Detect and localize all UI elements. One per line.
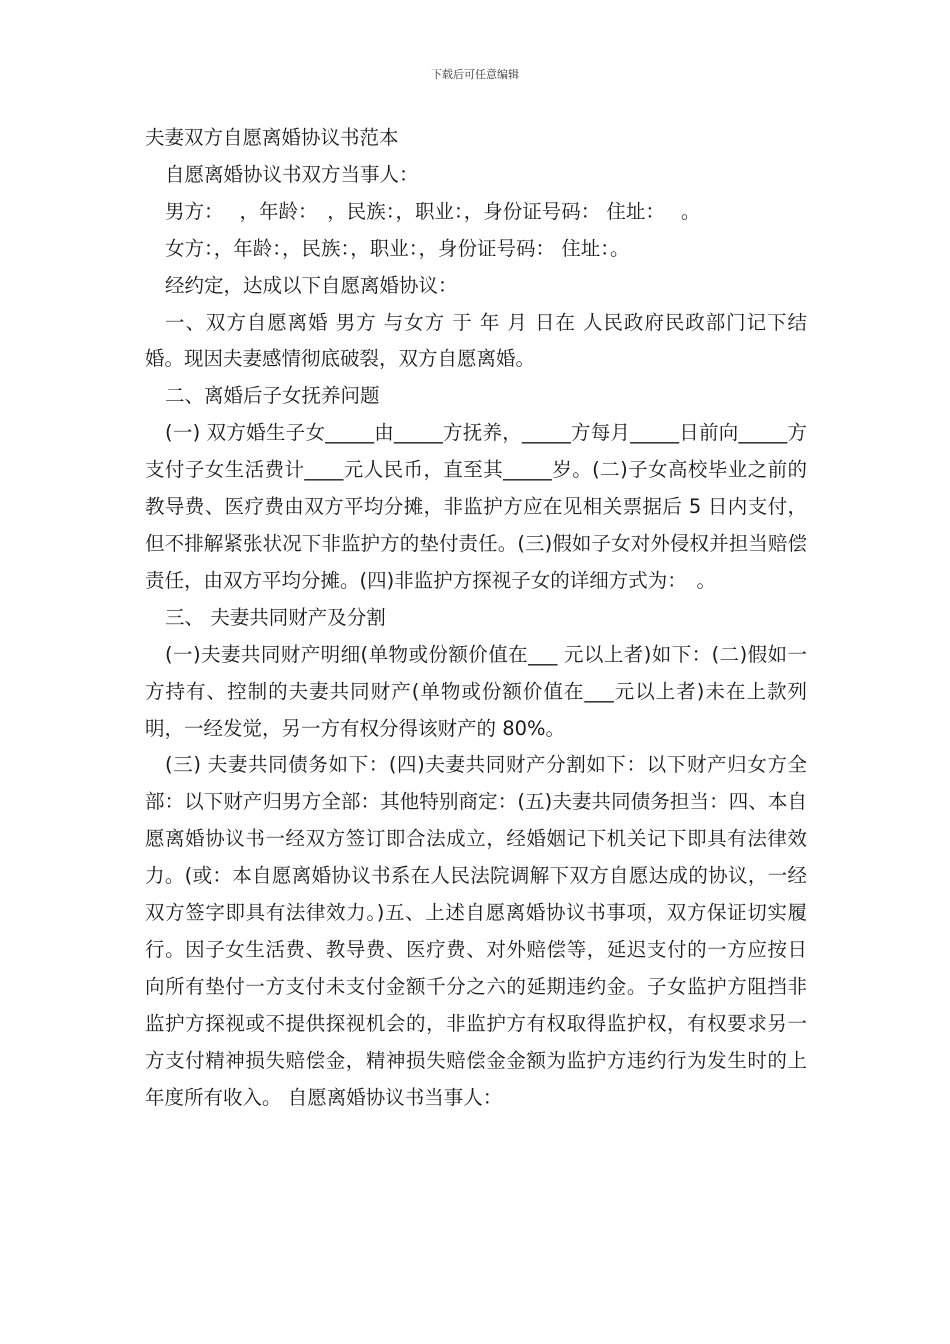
header-note: 下载后可任意编辑 bbox=[431, 68, 519, 81]
paragraph-agreement-intro: 经约定，达成以下自愿离婚协议： bbox=[165, 273, 458, 297]
paragraph-clause-one: 一、双方自愿离婚 男方 与女方 于 年 月 日在 人民政府民政部门记下结婚。现因夫妻感情彻底破裂，双方自愿离婚。 bbox=[145, 310, 807, 371]
paragraph-female-party: 女方：，年龄：，民族：，职业：，身份证号码： 住址：。 bbox=[165, 236, 630, 260]
paragraph-clause-two-heading: 二、离婚后子女抚养问题 bbox=[165, 384, 380, 408]
paragraph-parties-intro: 自愿离婚协议书双方当事人： bbox=[165, 162, 419, 186]
paragraph-clause-three-heading: 三、 夫妻共同财产及分割 bbox=[165, 605, 386, 629]
document-body bbox=[145, 120, 807, 1116]
paragraph-child-support: (一) 双方婚生子女_____由_____方抚养，_____方每月_____日前向_____方支付子女生活费计____元人民币，直至其_____岁。(二)子女高校毕业之前的教导费、医疗费由双方平均分摊，非监护方应在见相关票据后 5 日内支付，但不排解紧张状况下非监护方的垫付责任。(三)假如子女对外侵权并担当赔偿责任，由双方平均分摊。(四)非监护方探视子女的详细方式为： 。 bbox=[145, 421, 807, 592]
paragraph-property-list: (一)夫妻共同财产明细(单物或份额价值在___ 元以上者)如下：(二)假如一方持有、控制的夫妻共同财产(单物或份额价值在___元以上者)未在上款列明，一经发觉，另一方有权分得该财产的 80%。 bbox=[145, 642, 807, 740]
paragraph-male-party: 男方： ，年龄： ，民族：，职业：，身份证号码： 住址： 。 bbox=[165, 199, 701, 223]
paragraph-debts-and-terms: (三) 夫妻共同债务如下：(四)夫妻共同财产分割如下：以下财产归女方全部：以下财产归男方全部：其他特别商定：(五)夫妻共同债务担当：四、本自愿离婚协议书一经双方签订即合法成立，经婚姻记下机关记下即具有法律效力。(或：本自愿离婚协议书系在人民法院调解下双方自愿达成的协议，一经双方签字即具有法律效力。)五、上述自愿离婚协议书事项，双方保证切实履行。因子女生活费、教导费、医疗费、对外赔偿等，延迟支付的一方应按日向所有垫付一方支付未支付金额千分之六的延期违约金。子女监护方阻挡非监护方探视或不提供探视机会的，非监护方有权取得监护权，有权要求另一方支付精神损失赔偿金，精神损失赔偿金金额为监护方违约行为发生时的上年度所有收入。 自愿离婚协议书当事人： bbox=[145, 753, 807, 1109]
document-title: 夫妻双方自愿离婚协议书范本 bbox=[145, 126, 399, 149]
